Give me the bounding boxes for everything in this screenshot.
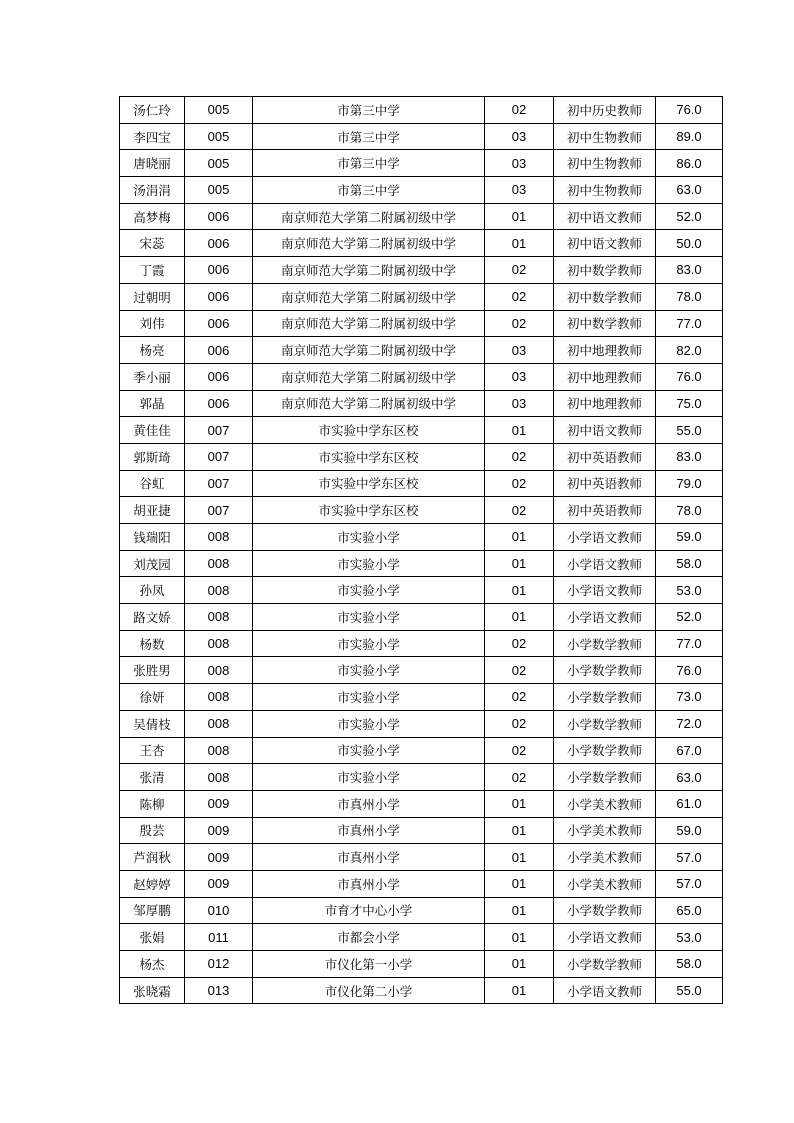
school-name-cell: 市实验小学: [253, 604, 485, 631]
school-code-cell: 009: [185, 817, 253, 844]
school-name-cell: 市育才中心小学: [253, 897, 485, 924]
post-name-cell: 小学语文教师: [554, 924, 656, 951]
candidate-name-cell: 孙凤: [120, 577, 185, 604]
table-row: [120, 817, 723, 844]
school-code-cell: 007: [185, 497, 253, 524]
position-code-cell: 01: [485, 230, 554, 257]
school-code-cell: 006: [185, 363, 253, 390]
score-cell: 76.0: [656, 657, 723, 684]
score-cell: 77.0: [656, 630, 723, 657]
school-name-cell: 市实验小学: [253, 630, 485, 657]
school-name-cell: 市真州小学: [253, 844, 485, 871]
position-code-cell: 02: [485, 630, 554, 657]
school-name-cell: 市实验中学东区校: [253, 443, 485, 470]
score-cell: 86.0: [656, 150, 723, 177]
candidate-name-cell: 邹厚鹏: [120, 897, 185, 924]
post-name-cell: 初中生物教师: [554, 177, 656, 204]
table-row: [120, 924, 723, 951]
candidate-name-cell: 赵婷婷: [120, 870, 185, 897]
post-name-cell: 初中英语教师: [554, 443, 656, 470]
score-cell: 50.0: [656, 230, 723, 257]
position-code-cell: 01: [485, 550, 554, 577]
school-name-cell: 市第三中学: [253, 177, 485, 204]
candidate-name-cell: 杨亮: [120, 337, 185, 364]
school-name-cell: 南京师范大学第二附属初级中学: [253, 310, 485, 337]
position-code-cell: 02: [485, 443, 554, 470]
post-name-cell: 小学语文教师: [554, 604, 656, 631]
position-code-cell: 03: [485, 150, 554, 177]
school-name-cell: 市都会小学: [253, 924, 485, 951]
position-code-cell: 01: [485, 924, 554, 951]
post-name-cell: 小学语文教师: [554, 550, 656, 577]
table-row: [120, 710, 723, 737]
position-code-cell: 02: [485, 257, 554, 284]
position-code-cell: 03: [485, 177, 554, 204]
table-row: [120, 417, 723, 444]
table-row: [120, 604, 723, 631]
table-row: [120, 870, 723, 897]
position-code-cell: 01: [485, 870, 554, 897]
post-name-cell: 初中语文教师: [554, 230, 656, 257]
score-cell: 78.0: [656, 283, 723, 310]
score-cell: 83.0: [656, 443, 723, 470]
school-code-cell: 008: [185, 604, 253, 631]
school-code-cell: 006: [185, 230, 253, 257]
school-name-cell: 市仪化第二小学: [253, 977, 485, 1004]
school-name-cell: 市实验中学东区校: [253, 470, 485, 497]
school-name-cell: 市实验小学: [253, 684, 485, 711]
school-name-cell: 南京师范大学第二附属初级中学: [253, 283, 485, 310]
post-name-cell: 初中语文教师: [554, 203, 656, 230]
post-name-cell: 小学语文教师: [554, 577, 656, 604]
table-row: [120, 977, 723, 1004]
candidate-name-cell: 张胜男: [120, 657, 185, 684]
school-name-cell: 市实验小学: [253, 710, 485, 737]
candidate-name-cell: 杨数: [120, 630, 185, 657]
score-cell: 82.0: [656, 337, 723, 364]
post-name-cell: 初中地理教师: [554, 337, 656, 364]
school-name-cell: 南京师范大学第二附属初级中学: [253, 203, 485, 230]
school-name-cell: 市实验小学: [253, 764, 485, 791]
school-code-cell: 006: [185, 310, 253, 337]
candidate-name-cell: 杨杰: [120, 951, 185, 978]
position-code-cell: 02: [485, 497, 554, 524]
school-code-cell: 005: [185, 177, 253, 204]
position-code-cell: 01: [485, 577, 554, 604]
table-row: [120, 684, 723, 711]
school-name-cell: 南京师范大学第二附属初级中学: [253, 363, 485, 390]
score-cell: 58.0: [656, 550, 723, 577]
post-name-cell: 初中生物教师: [554, 123, 656, 150]
school-code-cell: 006: [185, 257, 253, 284]
candidate-name-cell: 张清: [120, 764, 185, 791]
school-code-cell: 007: [185, 417, 253, 444]
candidate-name-cell: 芦润秋: [120, 844, 185, 871]
school-code-cell: 005: [185, 97, 253, 124]
school-code-cell: 008: [185, 737, 253, 764]
score-cell: 76.0: [656, 363, 723, 390]
table-row: [120, 283, 723, 310]
school-code-cell: 006: [185, 203, 253, 230]
school-code-cell: 008: [185, 684, 253, 711]
candidate-name-cell: 汤涓涓: [120, 177, 185, 204]
school-name-cell: 市实验小学: [253, 577, 485, 604]
school-name-cell: 市实验中学东区校: [253, 497, 485, 524]
table-row: [120, 177, 723, 204]
candidate-name-cell: 张晓霜: [120, 977, 185, 1004]
candidate-name-cell: 高梦梅: [120, 203, 185, 230]
candidate-name-cell: 唐晓丽: [120, 150, 185, 177]
candidate-name-cell: 路文娇: [120, 604, 185, 631]
score-cell: 52.0: [656, 604, 723, 631]
school-name-cell: 南京师范大学第二附属初级中学: [253, 230, 485, 257]
position-code-cell: 02: [485, 764, 554, 791]
post-name-cell: 初中英语教师: [554, 497, 656, 524]
school-code-cell: 007: [185, 443, 253, 470]
table-row: [120, 497, 723, 524]
post-name-cell: 初中数学教师: [554, 283, 656, 310]
candidate-name-cell: 王杏: [120, 737, 185, 764]
position-code-cell: 02: [485, 470, 554, 497]
position-code-cell: 02: [485, 737, 554, 764]
candidate-name-cell: 刘茂园: [120, 550, 185, 577]
score-cell: 55.0: [656, 977, 723, 1004]
school-name-cell: 市实验小学: [253, 657, 485, 684]
candidate-name-cell: 钱瑞阳: [120, 524, 185, 551]
score-cell: 77.0: [656, 310, 723, 337]
candidate-name-cell: 黄佳佳: [120, 417, 185, 444]
candidate-name-cell: 谷虹: [120, 470, 185, 497]
score-cell: 65.0: [656, 897, 723, 924]
post-name-cell: 小学数学教师: [554, 657, 656, 684]
post-name-cell: 小学美术教师: [554, 870, 656, 897]
school-code-cell: 009: [185, 790, 253, 817]
table-row: [120, 363, 723, 390]
position-code-cell: 01: [485, 417, 554, 444]
score-cell: 75.0: [656, 390, 723, 417]
score-cell: 72.0: [656, 710, 723, 737]
school-name-cell: 南京师范大学第二附属初级中学: [253, 390, 485, 417]
post-name-cell: 小学美术教师: [554, 844, 656, 871]
position-code-cell: 01: [485, 897, 554, 924]
position-code-cell: 01: [485, 790, 554, 817]
post-name-cell: 小学数学教师: [554, 710, 656, 737]
table-row: [120, 897, 723, 924]
score-cell: 78.0: [656, 497, 723, 524]
score-cell: 63.0: [656, 764, 723, 791]
candidate-name-cell: 徐妍: [120, 684, 185, 711]
candidate-name-cell: 郭晶: [120, 390, 185, 417]
position-code-cell: 01: [485, 951, 554, 978]
school-name-cell: 市实验中学东区校: [253, 417, 485, 444]
score-cell: 58.0: [656, 951, 723, 978]
candidate-name-cell: 殷芸: [120, 817, 185, 844]
school-code-cell: 009: [185, 870, 253, 897]
school-code-cell: 009: [185, 844, 253, 871]
school-name-cell: 市真州小学: [253, 790, 485, 817]
post-name-cell: 小学数学教师: [554, 684, 656, 711]
table-row: [120, 390, 723, 417]
post-name-cell: 初中生物教师: [554, 150, 656, 177]
school-code-cell: 005: [185, 123, 253, 150]
score-cell: 57.0: [656, 870, 723, 897]
score-cell: 61.0: [656, 790, 723, 817]
position-code-cell: 01: [485, 524, 554, 551]
candidate-name-cell: 张娟: [120, 924, 185, 951]
school-name-cell: 市第三中学: [253, 123, 485, 150]
post-name-cell: 小学美术教师: [554, 790, 656, 817]
candidate-name-cell: 郭斯琦: [120, 443, 185, 470]
school-code-cell: 008: [185, 630, 253, 657]
post-name-cell: 小学美术教师: [554, 817, 656, 844]
school-name-cell: 南京师范大学第二附属初级中学: [253, 257, 485, 284]
position-code-cell: 01: [485, 604, 554, 631]
position-code-cell: 03: [485, 123, 554, 150]
score-cell: 89.0: [656, 123, 723, 150]
post-name-cell: 小学数学教师: [554, 897, 656, 924]
post-name-cell: 初中数学教师: [554, 257, 656, 284]
position-code-cell: 01: [485, 203, 554, 230]
position-code-cell: 03: [485, 390, 554, 417]
post-name-cell: 小学语文教师: [554, 977, 656, 1004]
score-cell: 53.0: [656, 577, 723, 604]
table-row: [120, 737, 723, 764]
post-name-cell: 初中数学教师: [554, 310, 656, 337]
candidate-name-cell: 李四宝: [120, 123, 185, 150]
table-row: [120, 257, 723, 284]
school-code-cell: 008: [185, 524, 253, 551]
table-row: [120, 230, 723, 257]
table-row: [120, 764, 723, 791]
school-name-cell: 市第三中学: [253, 150, 485, 177]
table-row: [120, 550, 723, 577]
post-name-cell: 小学数学教师: [554, 737, 656, 764]
post-name-cell: 初中地理教师: [554, 363, 656, 390]
table-row: [120, 577, 723, 604]
position-code-cell: 01: [485, 977, 554, 1004]
table-row: [120, 657, 723, 684]
score-cell: 79.0: [656, 470, 723, 497]
post-name-cell: 初中语文教师: [554, 417, 656, 444]
table-row: [120, 630, 723, 657]
score-cell: 57.0: [656, 844, 723, 871]
table-row: [120, 123, 723, 150]
table-row: [120, 844, 723, 871]
candidate-name-cell: 季小丽: [120, 363, 185, 390]
post-name-cell: 小学数学教师: [554, 630, 656, 657]
table-body: [120, 97, 723, 1004]
candidate-name-cell: 陈柳: [120, 790, 185, 817]
score-cell: 59.0: [656, 817, 723, 844]
score-cell: 59.0: [656, 524, 723, 551]
post-name-cell: 初中历史教师: [554, 97, 656, 124]
score-cell: 73.0: [656, 684, 723, 711]
candidate-name-cell: 丁霞: [120, 257, 185, 284]
score-cell: 83.0: [656, 257, 723, 284]
school-code-cell: 006: [185, 390, 253, 417]
position-code-cell: 03: [485, 363, 554, 390]
table-row: [120, 524, 723, 551]
school-code-cell: 008: [185, 550, 253, 577]
position-code-cell: 01: [485, 817, 554, 844]
table-row: [120, 470, 723, 497]
school-code-cell: 013: [185, 977, 253, 1004]
score-cell: 67.0: [656, 737, 723, 764]
table-row: [120, 951, 723, 978]
school-name-cell: 市第三中学: [253, 97, 485, 124]
position-code-cell: 02: [485, 97, 554, 124]
school-name-cell: 市仪化第一小学: [253, 951, 485, 978]
school-code-cell: 006: [185, 283, 253, 310]
position-code-cell: 02: [485, 657, 554, 684]
table-row: [120, 790, 723, 817]
school-code-cell: 008: [185, 577, 253, 604]
post-name-cell: 小学数学教师: [554, 951, 656, 978]
school-code-cell: 006: [185, 337, 253, 364]
score-cell: 63.0: [656, 177, 723, 204]
school-code-cell: 012: [185, 951, 253, 978]
table-row: [120, 443, 723, 470]
position-code-cell: 01: [485, 844, 554, 871]
school-code-cell: 010: [185, 897, 253, 924]
post-name-cell: 小学数学教师: [554, 764, 656, 791]
position-code-cell: 02: [485, 283, 554, 310]
candidate-name-cell: 胡亚捷: [120, 497, 185, 524]
table-row: [120, 310, 723, 337]
score-cell: 76.0: [656, 97, 723, 124]
post-name-cell: 小学语文教师: [554, 524, 656, 551]
candidate-name-cell: 过朝明: [120, 283, 185, 310]
post-name-cell: 初中英语教师: [554, 470, 656, 497]
position-code-cell: 02: [485, 684, 554, 711]
school-code-cell: 008: [185, 764, 253, 791]
position-code-cell: 02: [485, 710, 554, 737]
candidate-name-cell: 刘伟: [120, 310, 185, 337]
candidate-name-cell: 吴倩枝: [120, 710, 185, 737]
table-row: [120, 97, 723, 124]
post-name-cell: 初中地理教师: [554, 390, 656, 417]
school-code-cell: 011: [185, 924, 253, 951]
candidate-name-cell: 汤仁玲: [120, 97, 185, 124]
school-name-cell: 市真州小学: [253, 817, 485, 844]
table-row: [120, 337, 723, 364]
school-code-cell: 005: [185, 150, 253, 177]
school-name-cell: 南京师范大学第二附属初级中学: [253, 337, 485, 364]
school-name-cell: 市实验小学: [253, 524, 485, 551]
school-name-cell: 市真州小学: [253, 870, 485, 897]
position-code-cell: 03: [485, 337, 554, 364]
table-row: [120, 150, 723, 177]
school-name-cell: 市实验小学: [253, 550, 485, 577]
school-name-cell: 市实验小学: [253, 737, 485, 764]
score-table: [119, 96, 723, 1004]
table-row: [120, 203, 723, 230]
score-cell: 53.0: [656, 924, 723, 951]
candidate-name-cell: 宋蕊: [120, 230, 185, 257]
score-cell: 52.0: [656, 203, 723, 230]
score-cell: 55.0: [656, 417, 723, 444]
school-code-cell: 008: [185, 657, 253, 684]
position-code-cell: 02: [485, 310, 554, 337]
school-code-cell: 008: [185, 710, 253, 737]
school-code-cell: 007: [185, 470, 253, 497]
